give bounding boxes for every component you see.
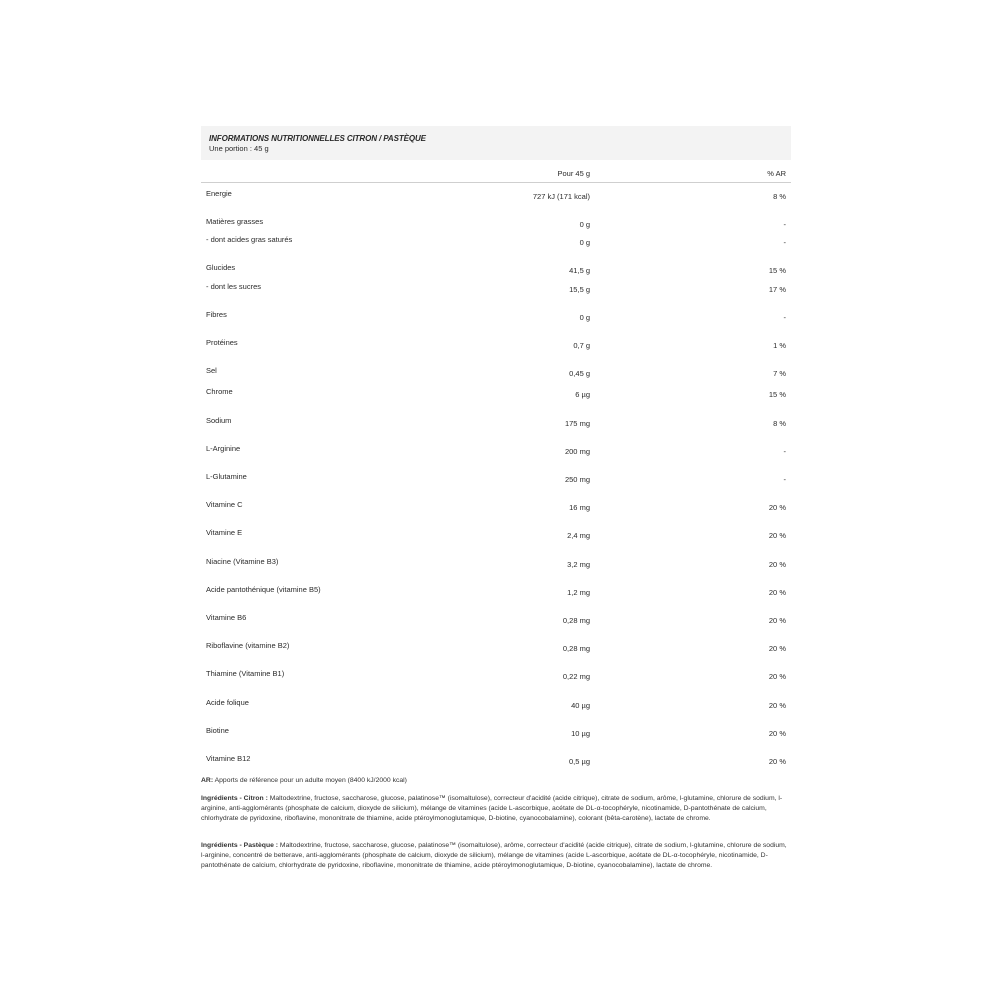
nutrient-ar: 20 % [768, 503, 786, 512]
nutrient-ar: 20 % [768, 560, 786, 569]
nutrient-ar: 20 % [768, 757, 786, 766]
table-row [201, 282, 791, 300]
nutrient-name: Vitamine B6 [206, 613, 247, 622]
ingredients-pasteque [201, 841, 791, 871]
footnote-label: AR: [201, 777, 214, 784]
nutrient-name: Riboflavine (vitamine B2) [206, 641, 290, 650]
nutrient-ar: - [783, 475, 786, 484]
table-row [201, 613, 791, 631]
nutrient-name: Sodium [206, 416, 232, 425]
nutrient-value: 0,5 µg [568, 757, 590, 766]
nutrient-ar: 20 % [768, 616, 786, 625]
nutrient-value: 0,45 g [569, 369, 590, 378]
nutrient-value: 3,2 mg [567, 560, 590, 569]
table-row [201, 444, 791, 462]
table-title: INFORMATIONS NUTRITIONNELLES CITRON / PASTÈQUE [209, 134, 426, 143]
nutrient-name: - dont les sucres [206, 282, 262, 291]
table-header [201, 126, 791, 160]
nutrient-name: Acide pantothénique (vitamine B5) [206, 585, 321, 594]
nutrient-ar: 20 % [768, 644, 786, 653]
nutrient-ar: 15 % [768, 390, 786, 399]
nutrient-name: Matières grasses [206, 217, 264, 226]
nutrient-name: Protéines [206, 338, 238, 347]
nutrient-value: 200 mg [564, 447, 590, 456]
table-row [201, 263, 791, 281]
table-row [201, 585, 791, 603]
table-row [201, 557, 791, 575]
nutrient-value: 0,28 mg [562, 616, 590, 625]
nutrient-value: 41,5 g [569, 266, 590, 275]
table-row [201, 416, 791, 434]
nutrient-ar: 7 % [773, 369, 786, 378]
footnote [201, 776, 791, 786]
table-row [201, 754, 791, 772]
nutrient-ar: - [783, 447, 786, 456]
table-row [201, 472, 791, 490]
column-header-ar: % AR [767, 169, 786, 178]
ingredients-pasteque-text: Maltodextrine, fructose, saccharose, glucose, palatinose™ (isomaltulose), arôme, correcteur d'acidité (acide citrique), citrate de sodium, l-glutamine, chlorure de sodium, l-arginine, concentré de betterave, anti-agglomérants (phosphate de calcium, dioxyde de silicium), mélange de vitamines (acide L-ascorbique, acétate de DL-α-tocophéryle, nicotinamide, D-pantothénate de calcium, chlorhydrate de pyridoxine, riboflavine, mononitrate de thiamine, acide ptéroylmonoglutamique, D-biotine, cyanocobalamine), lactate de chrome. [201, 842, 787, 869]
nutrient-name: Fibres [206, 310, 227, 319]
table-row [201, 726, 791, 744]
nutrient-ar: 20 % [768, 672, 786, 681]
table-row [201, 698, 791, 716]
table-row [201, 528, 791, 546]
nutrient-ar: 15 % [768, 266, 786, 275]
ingredients-pasteque-label: Ingrédients - Pastèque : [201, 842, 279, 849]
nutrient-value: 15,5 g [569, 285, 590, 294]
nutrient-name: Vitamine B12 [206, 754, 251, 763]
nutrient-ar: 8 % [773, 419, 786, 428]
nutrient-value: 0 g [579, 313, 590, 322]
nutrient-name: Vitamine E [206, 528, 243, 537]
nutrient-ar: 8 % [773, 192, 786, 201]
nutrient-name: Vitamine C [206, 500, 243, 509]
nutrient-ar: 20 % [768, 588, 786, 597]
portion-size: Une portion : 45 g [209, 144, 269, 153]
table-row [201, 310, 791, 328]
nutrient-name: Energie [206, 189, 232, 198]
nutrient-name: - dont acides gras saturés [206, 235, 293, 244]
nutrient-ar: 20 % [768, 531, 786, 540]
nutrient-value: 40 µg [571, 701, 590, 710]
nutrient-ar: 1 % [773, 341, 786, 350]
table-row [201, 387, 791, 405]
nutrient-value: 2,4 mg [567, 531, 590, 540]
nutrient-name: Glucides [206, 263, 236, 272]
column-headers [201, 160, 791, 183]
nutrient-ar: 20 % [768, 701, 786, 710]
nutrient-value: 16 mg [569, 503, 590, 512]
ingredients-citron-label: Ingrédients - Citron : [201, 795, 268, 802]
nutrient-value: 0 g [579, 220, 590, 229]
nutrient-value: 6 µg [575, 390, 590, 399]
table-row [201, 366, 791, 384]
nutrient-name: Biotine [206, 726, 229, 735]
table-row [201, 669, 791, 687]
column-header-per-portion: Pour 45 g [557, 169, 590, 178]
nutrient-value: 250 mg [564, 475, 590, 484]
nutrient-value: 0,22 mg [562, 672, 590, 681]
nutrient-value: 727 kJ (171 kcal) [532, 192, 590, 201]
ingredients-citron-text: Maltodextrine, fructose, saccharose, glucose, palatinose™ (isomaltulose), correcteur d'acidité (acide citrique), citrate de sodium, arôme, l-glutamine, chlorure de sodium, l-arginine, anti-agglomérants (phosphate de calcium, dioxyde de silicium), mélange de vitamines (acide L-ascorbique, acétate de DL-α-tocophéryle, nicotinamide, D-pantothénate de calcium, chlorhydrate de pyridoxine, riboflavine, mononitrate de thiamine, acide ptéroylmonoglutamique, D-biotine, cyanocobalamine), colorant (bêta-carotène), lactate de chrome. [201, 795, 783, 822]
nutrient-value: 0,28 mg [562, 644, 590, 653]
nutrient-ar: 20 % [768, 729, 786, 738]
nutrient-name: Thiamine (Vitamine B1) [206, 669, 285, 678]
nutrient-name: Niacine (Vitamine B3) [206, 557, 279, 566]
table-row [201, 338, 791, 356]
table-row [201, 500, 791, 518]
nutrient-name: Acide folique [206, 698, 249, 707]
table-row [201, 641, 791, 659]
nutrient-ar: - [783, 238, 786, 247]
nutrient-ar: - [783, 220, 786, 229]
nutrient-name: L-Arginine [206, 444, 241, 453]
nutrient-value: 1,2 mg [567, 588, 590, 597]
nutrient-ar: - [783, 313, 786, 322]
nutrient-value: 0 g [579, 238, 590, 247]
table-row [201, 235, 791, 253]
nutrient-name: L-Glutamine [206, 472, 247, 481]
nutrient-ar: 17 % [768, 285, 786, 294]
nutrient-value: 175 mg [564, 419, 590, 428]
nutrient-value: 10 µg [571, 729, 590, 738]
nutrition-table [201, 126, 791, 183]
footnote-text: Apports de référence pour un adulte moyen (8400 kJ/2000 kcal) [213, 777, 407, 784]
ingredients-citron [201, 794, 791, 824]
nutrient-value: 0,7 g [573, 341, 590, 350]
nutrient-name: Sel [206, 366, 217, 375]
table-row [201, 189, 791, 207]
table-row [201, 217, 791, 235]
nutrient-name: Chrome [206, 387, 233, 396]
